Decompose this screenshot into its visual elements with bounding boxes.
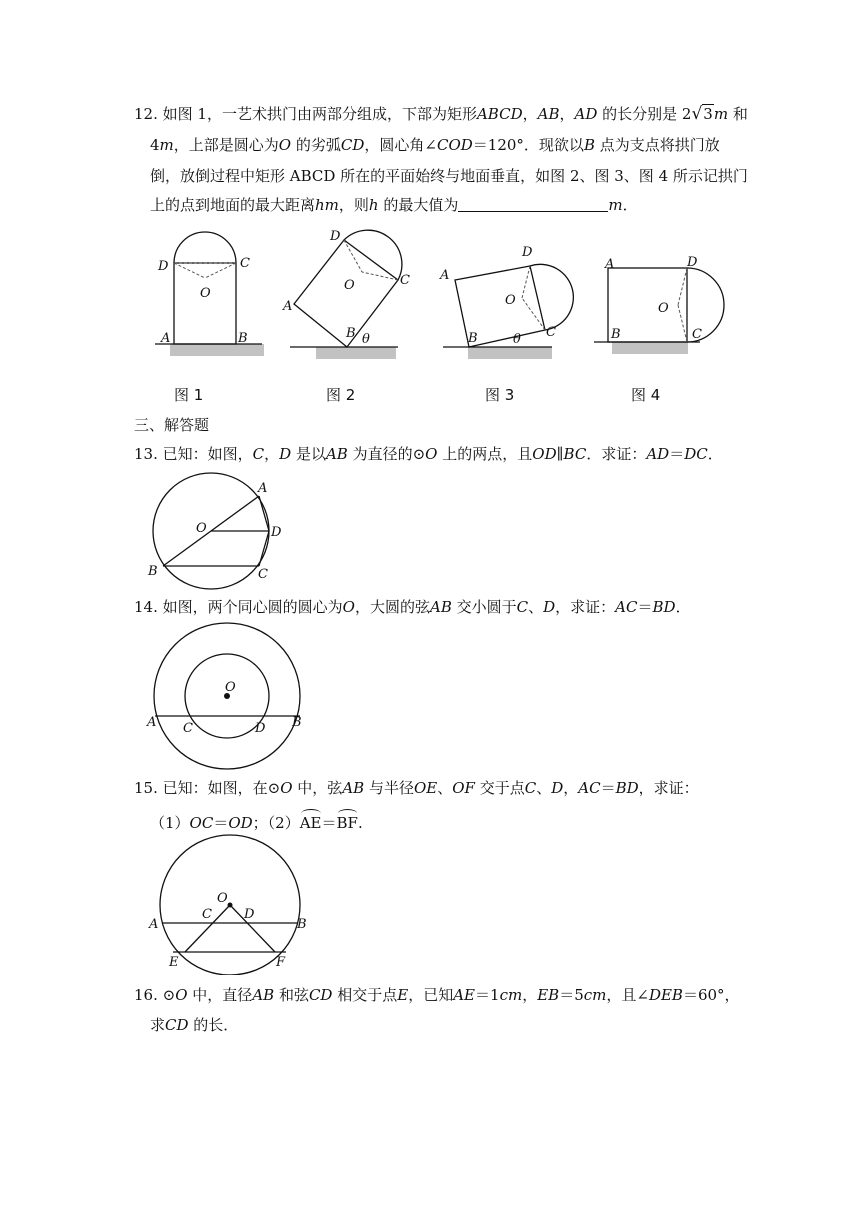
q12-line-4: 上的点到地面的最大距离hm，则h 的最大值为 m． (150, 196, 638, 214)
q13-label-C: C (258, 567, 268, 582)
q15-label-C: C (202, 907, 212, 922)
q15-text-1: 15. 已知：如图，在⊙O 中，弦AB 与半径OE、OF 交于点C、D，AC＝BD，求证： (134, 779, 699, 797)
q14-label-O: O (225, 680, 236, 695)
fig4-label-C: C (692, 327, 702, 342)
q15-text-2: （1）OC＝OD；（2）AE＝BF. (150, 808, 363, 833)
q15-label-F: F (276, 955, 286, 970)
q14-label-A: A (147, 715, 157, 730)
fig1-label-C: C (240, 256, 250, 271)
q13-label-A: A (258, 481, 268, 496)
fig2-label-B: B (346, 326, 356, 341)
fig2-label-C: C (400, 273, 410, 288)
fig1-label-B: B (238, 331, 248, 346)
fig1-caption: 图 1 (174, 386, 204, 404)
q12-line-3: 倒，放倒过程中矩形 ABCD 所在的平面始终与地面垂直，如图 2、图 3、图 4 所示记拱门 (150, 167, 748, 185)
figure-4 (594, 255, 724, 354)
q15-label-O: O (217, 891, 228, 906)
figure-1 (155, 232, 264, 356)
fig3-label-D: D (522, 245, 533, 260)
q16-text-2: 求CD 的长． (150, 1016, 239, 1034)
fig3-label-O: O (505, 293, 516, 308)
q14-label-C: C (183, 721, 193, 736)
q13-text: 13. 已知：如图，C，D 是以AB 为直径的⊙O 上的两点，且OD∥BC．求证：AD＝DC． (134, 445, 723, 463)
q15-label-D: D (244, 907, 255, 922)
q12-line-2: 4m，上部是圆心为O 的劣弧CD，圆心角∠COD＝120°．现欲以B 点为支点将拱门放 (150, 136, 720, 154)
q12-line-1: 12. 如图 1，一艺术拱门由两部分组成，下部为矩形ABCD，AB，AD 的长分别是 2√3m 和 (134, 104, 748, 124)
q15-label-E: E (169, 955, 179, 970)
q14-label-B: B (292, 715, 302, 730)
fig2-label-D: D (330, 229, 341, 244)
figure-2 (282, 229, 410, 359)
fig2-theta: θ (362, 332, 370, 347)
fig3-theta: θ (513, 332, 521, 347)
fig3-caption: 图 3 (485, 386, 515, 404)
q14-figure (145, 622, 315, 772)
fig2-label-A: A (283, 299, 293, 314)
arc-bf: BF (337, 808, 358, 833)
fig2-caption: 图 2 (326, 386, 356, 404)
sqrt-expression: √3 (691, 104, 713, 124)
fig3-label-B: B (468, 331, 478, 346)
fig4-caption: 图 4 (631, 386, 661, 404)
fig4-label-O: O (658, 301, 669, 316)
fig3-label-A: A (440, 268, 450, 283)
q13-label-O: O (196, 521, 207, 536)
fig1-label-A: A (161, 331, 171, 346)
fig1-label-D: D (158, 259, 169, 274)
section-heading: 三、解答题 (134, 416, 210, 434)
q13-label-D: D (271, 525, 282, 540)
fig2-label-O: O (344, 278, 355, 293)
q14-text: 14. 如图，两个同心圆的圆心为O，大圆的弦AB 交小圆于C、D，求证：AC＝BD． (134, 598, 691, 616)
q15-label-A: A (149, 917, 159, 932)
q13-figure (140, 470, 300, 590)
fig3-label-C: C (546, 325, 556, 340)
q15-label-B: B (297, 917, 307, 932)
q15-figure (145, 830, 315, 975)
fig1-label-O: O (200, 286, 211, 301)
q12-figures (0, 222, 860, 422)
fig4-label-A: A (605, 257, 615, 272)
arc-ae: AE (300, 808, 322, 833)
figure-3 (439, 245, 573, 359)
q13-label-B: B (148, 564, 158, 579)
fig4-label-B: B (611, 327, 621, 342)
answer-blank[interactable] (458, 197, 608, 212)
fig4-label-D: D (687, 255, 698, 270)
q16-text-1: 16. ⊙O 中，直径AB 和弦CD 相交于点E，已知AE＝1cm，EB＝5cm，且∠DEB＝60°， (134, 986, 740, 1004)
q14-label-D: D (255, 721, 266, 736)
